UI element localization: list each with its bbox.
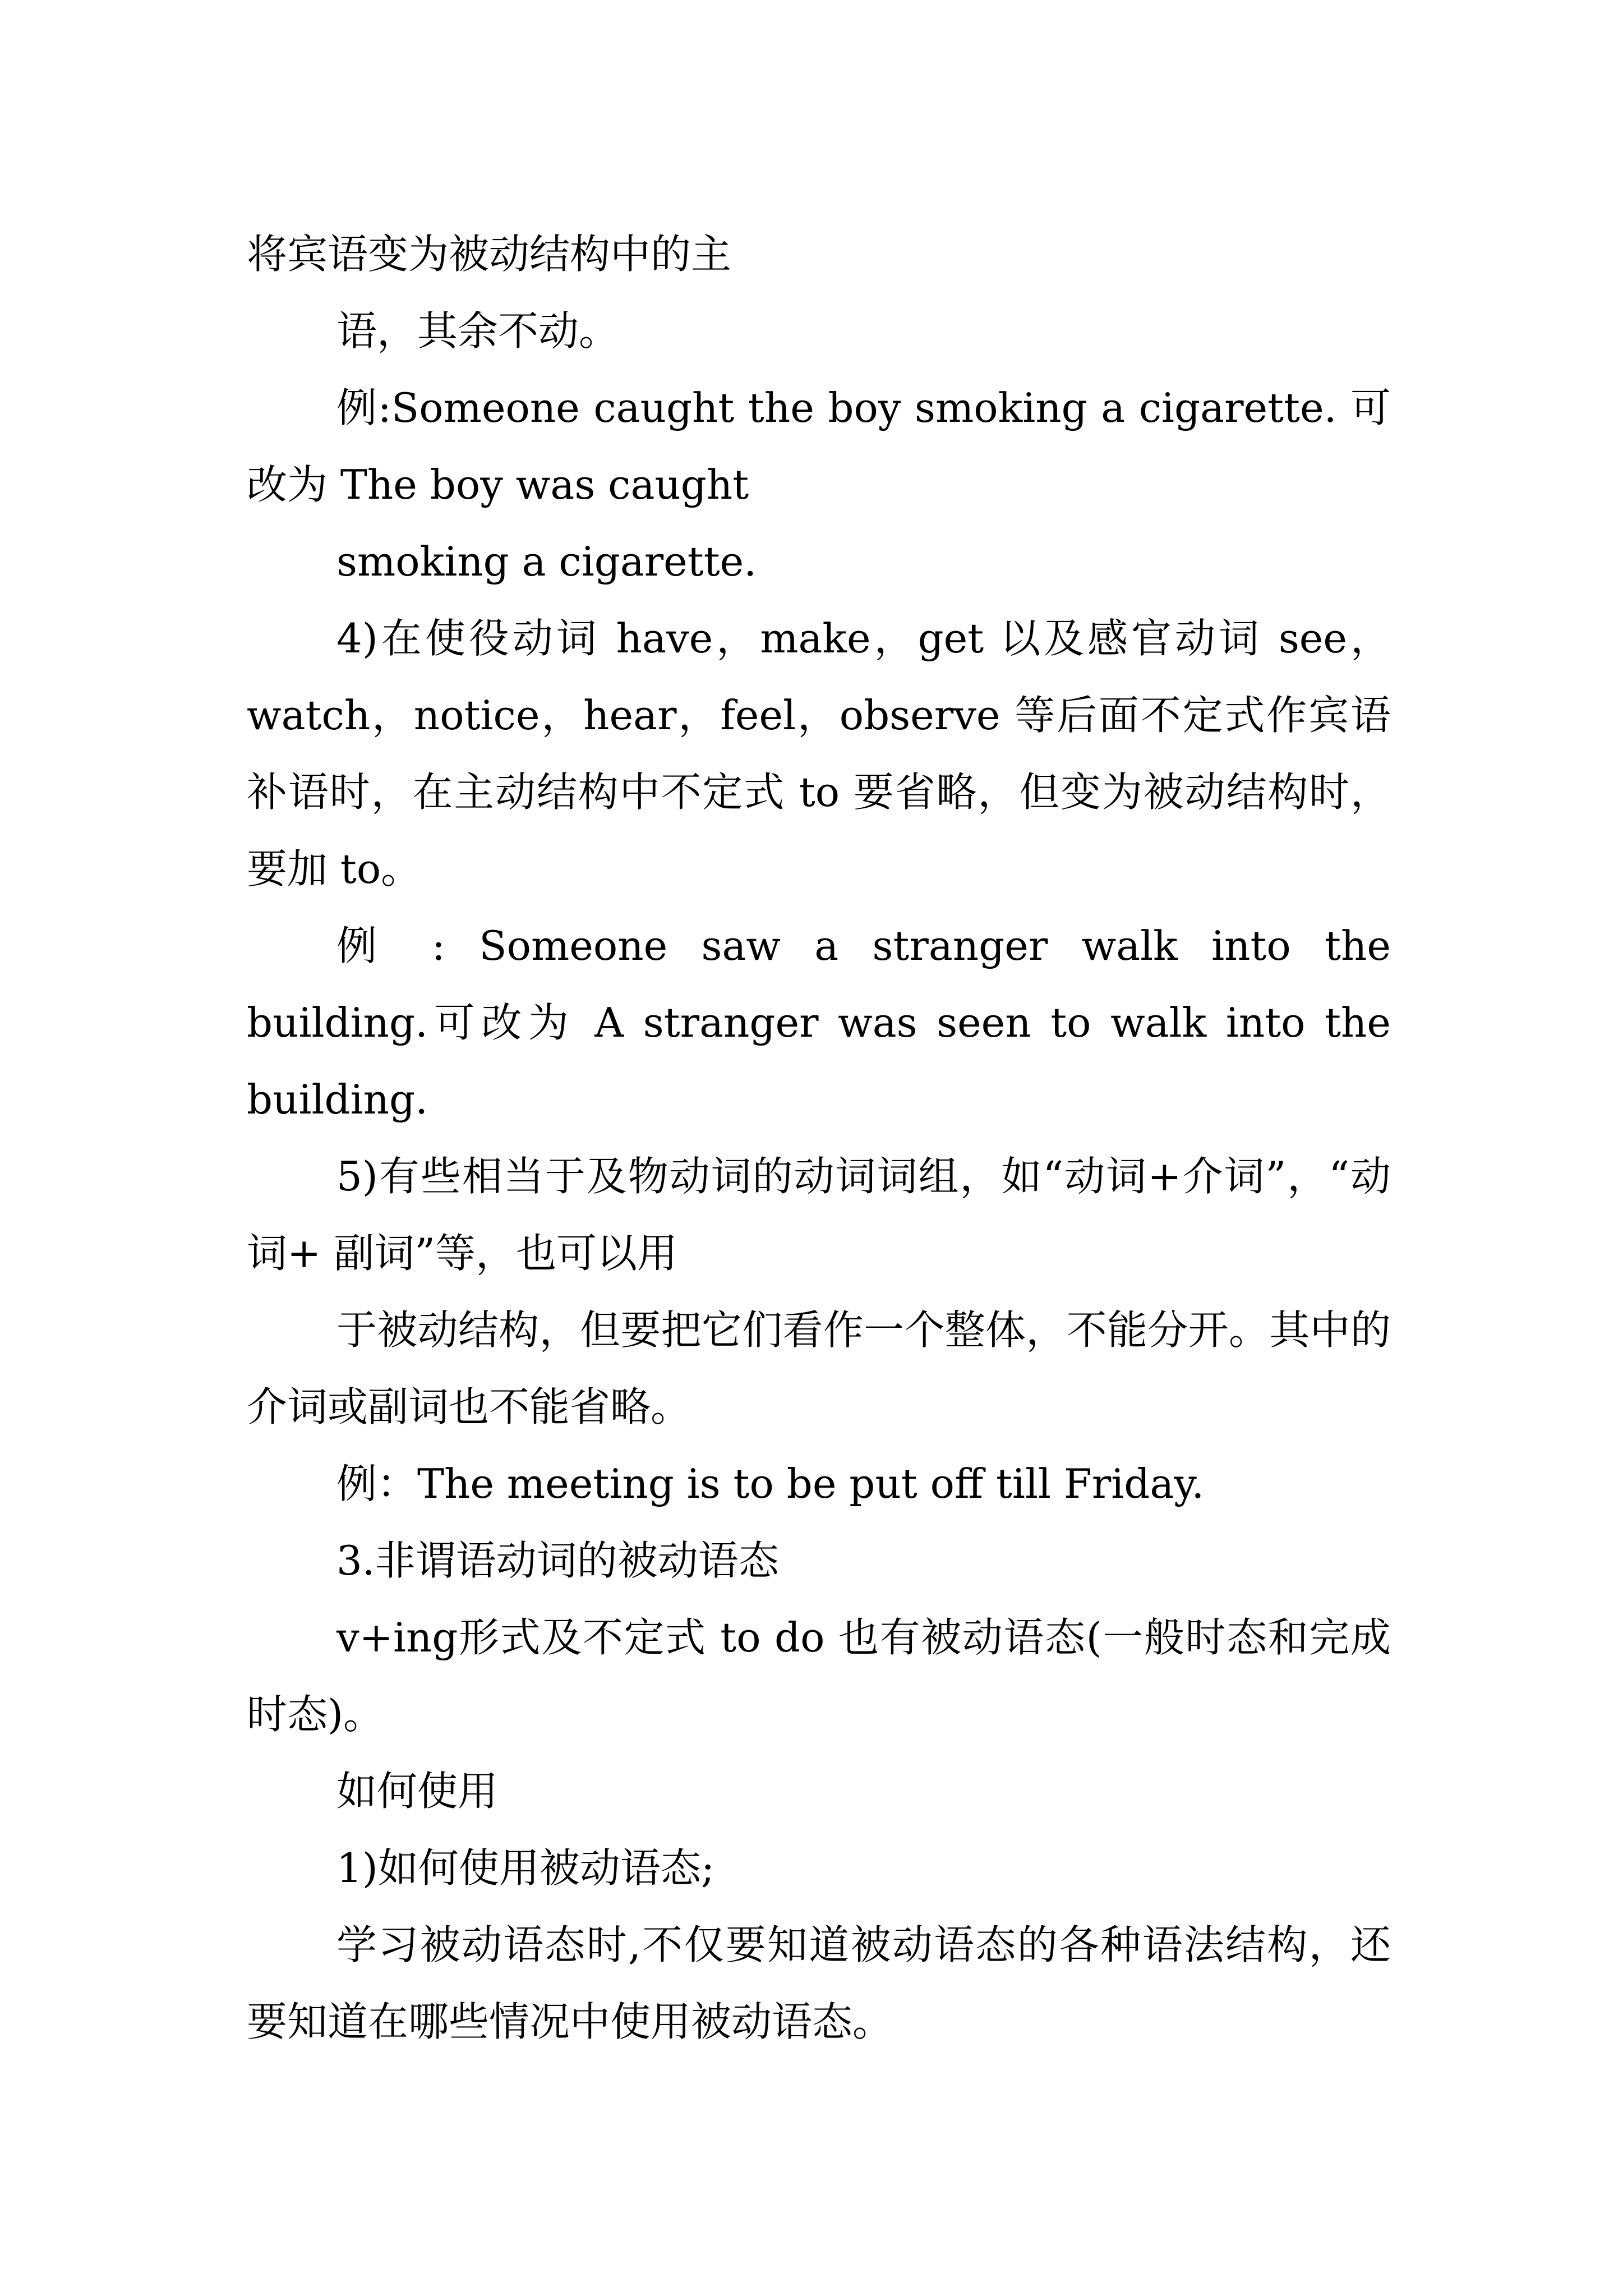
paragraph-1: 将宾语变为被动结构中的主 xyxy=(247,231,732,278)
paragraph-3: 例:Someone caught the boy smoking a cigarette. 可改为 The boy was caught xyxy=(247,384,1391,508)
paragraph-6: 例 : Someone saw a stranger walk into the building.可改为 A stranger was seen to walk into the building. xyxy=(247,922,1391,1123)
paragraph-12: 如何使用 xyxy=(336,1768,499,1815)
document-body xyxy=(247,216,1391,2060)
paragraph-8: 于被动结构，但要把它们看作一个整体，不能分开。其中的介词或副词也不能省略。 xyxy=(247,1306,1391,1430)
paragraph-9: 例：The meeting is to be put off till Friday. xyxy=(336,1460,1205,1507)
paragraph-4: smoking a cigarette. xyxy=(336,538,757,585)
paragraph-2: 语，其余不动。 xyxy=(336,307,620,355)
paragraph-5: 4)在使役动词 have，make，get 以及感官动词 see，watch，notice，hear，feel，observe 等后面不定式作宾语补语时，在主动结构中不定式 to 要省略，但变为被动结构时，要加 to。 xyxy=(247,615,1391,892)
paragraph-13: 1)如何使用被动语态; xyxy=(336,1844,715,1892)
paragraph-14: 学习被动语态时,不仅要知道被动语态的各种语法结构，还要知道在哪些情况中使用被动语态。 xyxy=(247,1921,1391,2045)
paragraph-7: 5)有些相当于及物动词的动词词组，如“动词+介词”，“动词+ 副词”等，也可以用 xyxy=(247,1153,1391,1277)
paragraph-10: 3.非谓语动词的被动语态 xyxy=(336,1537,779,1584)
paragraph-11: v+ing形式及不定式 to do 也有被动语态(一般时态和完成时态)。 xyxy=(247,1614,1391,1738)
